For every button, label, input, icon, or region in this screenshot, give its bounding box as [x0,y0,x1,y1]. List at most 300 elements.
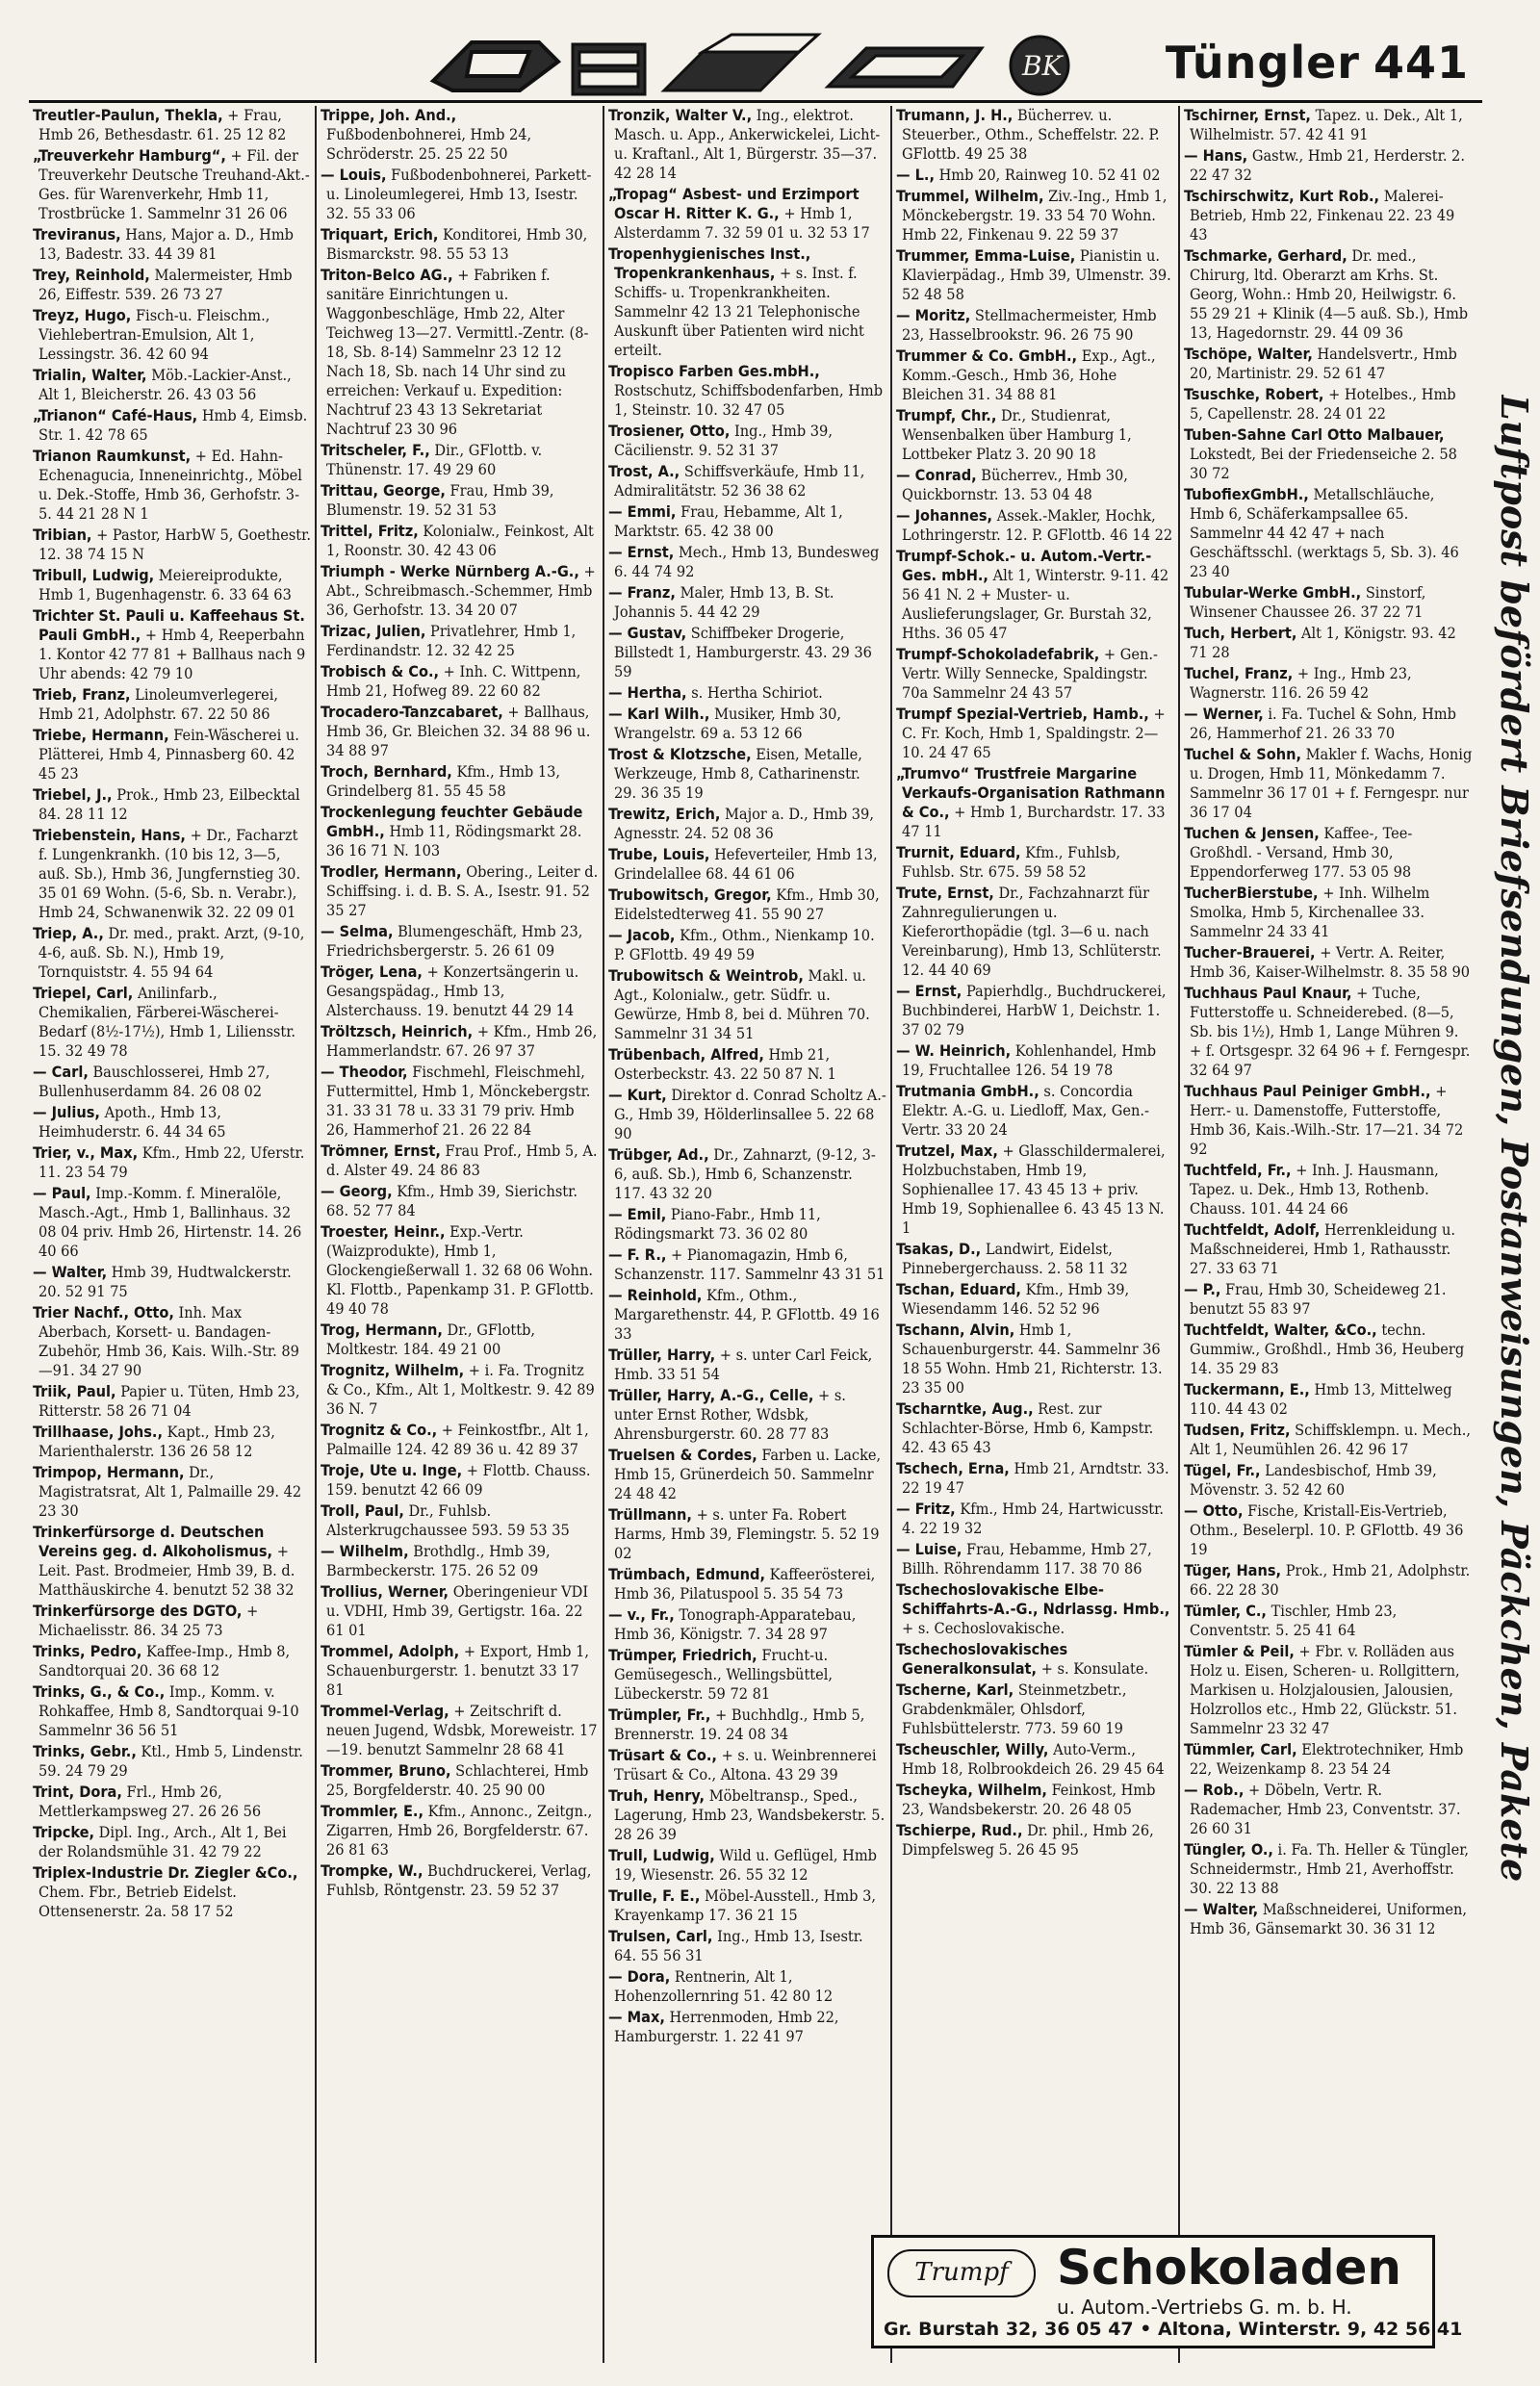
entry-details: Maler, Hmb 13, B. St. Johannis 5. 44 42 29 [614,583,834,621]
directory-entry [892,764,1178,841]
directory-entry [604,1646,890,1704]
entry-name: Trumpf-Schokoladefabrik, [896,645,1100,663]
entry-name: Trobisch & Co., [321,662,440,680]
directory-entry [29,826,315,922]
directory-entry [317,1802,603,1860]
entry-details: Kohlenhandel, Hmb 19, Fruchtallee 126. 54 19 78 [902,1041,1157,1079]
directory-entry [317,1222,603,1319]
page-title [1166,37,1469,89]
directory-entry [604,1746,890,1784]
directory-entry [317,441,603,479]
entry-name: Trewitz, Erich, [608,805,721,823]
entry-details: + Dr., Facharzt f. Lungenkrankh. (10 bis 12, 3—5, auß. Sb.), Hmb 36, Jungfernstieg 30. 35 01 69 Wohn. (5-6, Sb. n. Verabr.), Hmb 24, Schwanenwik 32. 22 09 01 [38,826,301,921]
directory-entry [892,1399,1178,1457]
directory-entry [317,1501,603,1540]
directory-entry [892,506,1178,545]
directory-entry [29,1742,315,1781]
directory-entry [892,1321,1178,1398]
entry-name: Trulsen, Carl, [608,1927,713,1945]
directory-entry [892,1580,1178,1638]
entry-details: Möb.-Lackier-Anst., Alt 1, Bleicherstr. 26. 43 03 56 [38,366,292,403]
entry-name: — Carl, [33,1063,89,1081]
entry-details: + Inh. Wilhelm Smolka, Hmb 5, Kirchenallee 33. Sammelnr 24 33 41 [1190,884,1430,940]
entry-name: Trommler, E., [321,1802,424,1820]
entry-details: s. Concordia Elektr. A.-G. u. Liedloff, Max, Gen.-Vertr. 33 20 24 [902,1082,1149,1139]
entry-name: — Werner, [1184,705,1264,723]
entry-details: Rostschutz, Schiffsbodenfarben, Hmb 1, Steinstr. 10. 32 47 05 [614,381,884,419]
entry-name: Triik, Paul, [33,1382,116,1400]
entry-name: Tschechoslovakische Elbe-Schiffahrts-A.-G., Ndrlassg. Hmb., [896,1580,1170,1618]
entry-details: Kapt., Hmb 23, Marienthalerstr. 136 26 58 12 [38,1423,275,1460]
entry-name: Trommer, Bruno, [321,1761,451,1780]
entry-details: Dr., Zahnarzt, (9-12, 3-6, auß. Sb.), Hmb 6, Schanzenstr. 117. 43 32 20 [614,1145,876,1202]
entry-details: Kolonialw., Feinkost, Alt 1, Roonstr. 30. 42 43 06 [326,522,594,559]
directory-entry [892,982,1178,1039]
entry-name: Trulle, F. E., [608,1886,701,1905]
entry-name: Tripcke, [33,1823,95,1841]
entry-name: Trüllmann, [608,1505,692,1524]
entry-details: Blumengeschäft, Hmb 23, Friedrichsbergerstr. 5. 26 61 09 [326,922,583,960]
directory-entry [604,1245,890,1284]
directory-entry [604,2008,890,2046]
directory-entry [29,924,315,982]
directory-entry [1180,187,1476,244]
directory-entry [604,422,890,460]
entry-name: Tüger, Hans, [1184,1561,1282,1579]
column-3 [603,106,890,2363]
directory-entry [892,1540,1178,1578]
entry-name: Triton-Belco AG., [321,266,453,284]
directory-entry [29,1863,315,1921]
entry-name: Trinks, Pedro, [33,1642,142,1660]
entry-name: Tudsen, Fritz, [1184,1421,1291,1439]
entry-name: Trier Nachf., Otto, [33,1303,174,1321]
directory-entry [604,1145,890,1203]
entry-details: + Pastor, HarbW 5, Goethestr. 12. 38 74 15 N [38,526,311,563]
entry-details: Chem. Fbr., Betrieb Eidelst. Ottensenerstr. 2a. 58 17 52 [38,1883,237,1920]
entry-details: Fische, Kristall-Eis-Vertrieb, Othm., Beselerpl. 10. P. GFlottb. 49 36 19 [1190,1501,1464,1558]
directory-entry [29,1602,315,1640]
directory-entry [317,1702,603,1759]
directory-entry [1180,1161,1476,1219]
entry-name: Trumpf Spezial-Vertrieb, Hamb., [896,705,1149,723]
entry-details: Möbel-Ausstell., Hmb 3, Krayenkamp 17. 36 21 15 [614,1886,876,1924]
entry-name: Triep, A., [33,924,104,942]
entry-name: Tsuschke, Robert, [1184,385,1324,403]
entry-name: Trummel, Wilhelm, [896,187,1044,205]
directory-entry [317,1861,603,1900]
entry-details: Farben u. Lacke, Hmb 15, Grünerdeich 50. Sammelnr 24 48 42 [614,1446,882,1502]
entry-name: Tuchel, Franz, [1184,664,1294,682]
directory-entry [317,166,603,223]
entry-details: + s. u. Weinbrennerei Trüsart & Co., Altona. 43 29 39 [614,1746,877,1783]
entry-details: i. Fa. Tuchel & Sohn, Hmb 26, Hammerhof 21. 26 33 70 [1190,705,1456,742]
entry-name: Trosiener, Otto, [608,422,731,440]
entry-details: Dir., GFlottb. v. Thünenstr. 17. 49 29 60 [326,441,543,478]
entry-name: Tronzik, Walter V., [608,106,753,124]
directory-entry [892,346,1178,404]
entry-name: — Louis, [321,166,387,184]
entry-name: Trommel-Verlag, [321,1702,449,1720]
directory-entry [29,1184,315,1261]
entry-details: + Tuche, Futterstoffe u. Schneiderebed. (8—5, Sb. bis 1½), Hmb 1, Lange Mühren 9. + f. Ortsgespr. 32 64 96 + f. Ferngespr. 32 64 97 [1190,984,1471,1079]
directory-entry [892,645,1178,703]
entry-details: Frau Prof., Hmb 5, A. d. Alster 49. 24 86 83 [326,1142,598,1179]
entry-name: — Ernst, [608,543,675,561]
directory-entry [892,1142,1178,1238]
entry-details: + Buchhdlg., Hmb 5, Brennerstr. 19. 24 08 34 [614,1706,865,1743]
directory-entry [29,1642,315,1680]
entry-details: Pianistin u. Klavierpädag., Hmb 39, Ulmenstr. 39. 52 48 58 [902,246,1171,303]
entry-name: Tuchtfeldt, Adolf, [1184,1220,1321,1239]
entry-details: Dr. phil., Hmb 26, Dimpfelsweg 5. 26 45 95 [902,1821,1154,1859]
directory-entry [29,1063,315,1101]
entry-name: — Jacob, [608,926,676,944]
entry-name: Treyz, Hugo, [33,306,132,324]
directory-entry [29,225,315,264]
entry-details: Meiereiprodukte, Hmb 1, Bugenhagenstr. 6. 33 64 63 [38,566,292,603]
entry-details: + Hmb 4, Reeperbahn 1. Kontor 42 77 81 + Ballhaus nach 9 Uhr abends: 42 79 10 [38,626,306,682]
directory-entry [1180,246,1476,343]
directory-entry [317,522,603,560]
entry-details: Schiffsklempn. u. Mech., Alt 1, Neumühlen 26. 42 96 17 [1190,1421,1471,1458]
entry-name: Tügel, Fr., [1184,1461,1261,1479]
entry-details: Malermeister, Hmb 26, Eiffestr. 539. 26 73 27 [38,266,293,303]
entry-details: Kaffeerösterei, Hmb 36, Pilatuspool 5. 35 54 73 [614,1565,876,1603]
directory-entry [1180,385,1476,423]
entry-details: s. Hertha Schiriot. [691,683,823,702]
directory-entry [317,1582,603,1640]
entry-details: + Flottb. Chauss. 159. benutzt 42 66 09 [326,1461,591,1499]
entry-name: — Max, [608,2008,665,2026]
directory-entry [604,1967,890,2006]
entry-name: Tropenhygienisches Inst., Tropenkrankenhaus, [608,244,811,282]
entry-details: Frau, Hmb 30, Scheideweg 21. benutzt 55 83 97 [1190,1280,1447,1318]
directory-entry [1180,824,1476,882]
entry-details: Bücherrev., Hmb 30, Quickbornstr. 13. 53 04 48 [902,466,1128,503]
entry-name: Trizac, Julien, [321,622,426,640]
entry-details: Dr., Fachzahnarzt für Zahnregulierungen u. Kieferorthopädie (tgl. 3—6 u. nach Vereinbarung), Hmb 13, Schlüterstr. 12. 44 40 69 [902,884,1162,979]
entry-name: Trumpf-Schok.- u. Autom.-Vertr.-Ges. mbH., [896,547,1152,584]
entry-details: i. Fa. Th. Heller & Tüngler, Schneidermstr., Hmb 21, Averhoffstr. 30. 22 13 88 [1190,1840,1470,1897]
directory-entry [604,1045,890,1084]
entry-name: Trinkerfürsorge d. Deutschen Vereins geg. d. Alkoholismus, [33,1523,273,1560]
entry-name: Triebe, Hermann, [33,726,169,744]
directory-entry [604,805,890,843]
entry-details: Privatlehrer, Hmb 1, Ferdinandstr. 12. 32 42 25 [326,622,577,659]
entry-name: Tümler, C., [1184,1602,1267,1620]
entry-name: Tuchel & Sohn, [1184,745,1301,763]
directory-entry [892,1781,1178,1819]
entry-name: — Hertha, [608,683,687,702]
entry-name: — Walter, [1184,1900,1259,1918]
entry-name: — Hans, [1184,146,1248,165]
entry-name: TubofiexGmbH., [1184,485,1309,503]
ad-address: Gr. Burstah 32, 36 05 47 • Altona, Winterstr. 9, 42 56 41 [884,2319,1463,2340]
directory-entry [317,962,603,1020]
entry-details: Imp.-Komm. f. Mineralöle, Masch.-Agt., Hmb 1, Ballinhaus. 32 08 04 priv. Hmb 26, Hirtenstr. 14. 26 40 66 [38,1184,302,1260]
entry-details: Alt 1, Königstr. 93. 42 71 28 [1190,624,1456,661]
entry-details: + Abt., Schreibmasch.-Schemmer, Hmb 36, Gerhofstr. 13. 34 20 07 [326,562,596,619]
entry-name: Trurnit, Eduard, [896,843,1021,861]
entry-name: Triebel, J., [33,785,113,804]
entry-details: + Glasschildermalerei, Holzbuchstaben, Hmb 19, Sophienallee 17. 43 45 13 + priv. Hmb 19, Sophienallee 6. 43 45 13 N. 1 [902,1142,1166,1237]
directory-entry [892,1680,1178,1738]
entry-name: Tüngler, O., [1184,1840,1273,1859]
entry-details: Dipl. Ing., Arch., Alt 1, Bei der Rolandsmühle 31. 42 79 22 [38,1823,287,1860]
entry-name: — Walter, [33,1263,108,1281]
entry-details: Eisen, Metalle, Werkzeuge, Hmb 8, Catharinenstr. 29. 36 35 19 [614,745,862,802]
directory-entry [1180,345,1476,383]
entry-details: Makler f. Wachs, Honig u. Drogen, Hmb 11, Mönkedamm 7. Sammelnr 36 17 01 + f. Ferngespr. nur 36 17 04 [1190,745,1473,821]
directory-entry [604,885,890,924]
entry-details: Landwirt, Eidelst, Pinnebergerchauss. 2. 58 11 32 [902,1240,1128,1277]
entry-details: Musiker, Hmb 30, Wrangelstr. 69 a. 53 12 66 [614,705,841,742]
cigarette-case-icon [664,35,818,90]
directory-entry [604,106,890,183]
entry-name: Troll, Paul, [321,1501,404,1520]
directory-entry [604,185,890,243]
directory-entry [604,1846,890,1885]
directory-entry [892,187,1178,244]
entry-details: Kfm., Annonc., Zeitgn., Zigarren, Hmb 26, Borgfelderstr. 67. 26 81 63 [326,1802,593,1859]
entry-details: Hmb 4, Eimsb. Str. 1. 42 78 65 [38,406,308,444]
entry-name: Trialin, Walter, [33,366,147,384]
directory-entry [317,703,603,760]
entry-name: — Paul, [33,1184,91,1202]
directory-entry [1180,1380,1476,1419]
directory-entry [892,1459,1178,1498]
directory-entry [604,1605,890,1644]
column-1 [29,106,315,2363]
column-4 [890,106,1178,2363]
entry-details: + Konzertsängerin u. Gesangspädag., Hmb 13, Alsterchauss. 19. benutzt 44 29 14 [326,962,579,1019]
directory-entry [317,803,603,860]
entry-name: Trommel, Adolph, [321,1642,460,1660]
entry-details: Ing., Hmb 39, Cäcilienstr. 9. 52 31 37 [614,422,833,459]
directory-entry [29,1523,315,1600]
entry-details: + Ballhaus, Hmb 36, Gr. Bleichen 32. 34 88 96 u. 34 88 97 [326,703,591,759]
directory-entry [604,1446,890,1503]
entry-details: Kfm., Hmb 30, Eidelstedterweg 41. 55 90 27 [614,885,880,923]
entry-name: Tröger, Lena, [321,962,423,981]
entry-details: Feinkost, Hmb 23, Wandsbekerstr. 20. 26 48 05 [902,1781,1156,1818]
entry-details: Dr., GFlottb, Moltkestr. 184. 49 21 00 [326,1321,536,1358]
entry-name: — P., [1184,1280,1221,1298]
entry-name: Tümler & Peil, [1184,1642,1295,1660]
entry-name: Trocadero-Tanzcabaret, [321,703,503,721]
entry-details: Elektrotechniker, Hmb 22, Weizenkamp 8. 23 54 24 [1190,1740,1464,1778]
entry-details: Kfm., Fuhlsb, Fuhlsb. Str. 675. 59 58 52 [902,843,1121,881]
directory-entry [604,362,890,420]
trunk-icon [828,48,982,87]
entry-name: Trollius, Werner, [321,1582,449,1601]
entry-name: Treutler-Paulun, Thekla, [33,106,223,124]
directory-entry [604,462,890,500]
entry-details: Ktl., Hmb 5, Lindenstr. 59. 24 79 29 [38,1742,303,1780]
directory-entry [29,1783,315,1821]
entry-details: + s. Inst. f. Schiffs- u. Tropenkrankheiten. Sammelnr 42 13 21 Telephonische Auskunft über Patienten wird nicht erteilt. [614,264,864,359]
entry-details: Rest. zur Schlachter-Börse, Hmb 6, Kampstr. 42. 43 65 43 [902,1399,1154,1456]
entry-name: Trost, A., [608,462,680,480]
entry-name: — Karl Wilh., [608,705,710,723]
entry-name: Trint, Dora, [33,1783,122,1801]
directory-entry [604,705,890,743]
directory-entry [892,466,1178,504]
entry-details: + s. unter Carl Feick, Hmb. 33 51 54 [614,1346,873,1383]
directory-entry [317,1142,603,1180]
directory-entry [892,306,1178,345]
entry-details: Apoth., Hmb 13, Heimhuderstr. 6. 44 34 65 [38,1103,226,1141]
entry-name: Tschierpe, Rud., [896,1821,1023,1839]
entry-name: — Franz, [608,583,676,602]
entry-name: — Rob., [1184,1781,1245,1799]
entry-name: — Kurt, [608,1086,667,1104]
entry-details: Dr., Fuhlsb. Alsterkrugchaussee 593. 59 53 35 [326,1501,570,1539]
entry-details: Bauschlosserei, Hmb 27, Bullenhuserdamm 84. 26 08 02 [38,1063,270,1100]
entry-name: Tuchtfeldt, Walter, &Co., [1184,1321,1377,1339]
directory-entry [1180,664,1476,703]
directory-entry [29,1823,315,1861]
entry-name: — Conrad, [896,466,977,484]
directory-entry [604,244,890,360]
directory-entry [1180,705,1476,743]
directory-entry [1180,1321,1476,1378]
entry-name: Trübenbach, Alfred, [608,1045,764,1064]
entry-details: Tapez. u. Dek., Alt 1, Wilhelmistr. 57. 42 41 91 [1190,106,1463,143]
entry-details: Exp.-Vertr. (Waizprodukte), Hmb 1, Glockengießerwall 1. 32 68 06 Wohn. Kl. Flottb., Papenkamp 31. P. GFlottb. 49 40 78 [326,1222,594,1318]
directory-entry [317,106,603,164]
entry-details: Hmb 11, Rödingsmarkt 28. 36 16 71 N. 103 [326,822,582,859]
entry-details: Fisch-u. Fleischm., Viehlebertran-Emulsion, Alt 1, Lessingstr. 36. 42 60 94 [38,306,270,363]
directory-entry [604,1927,890,1965]
directory-entry [604,1386,890,1444]
directory-entry [29,526,315,564]
directory-entry [29,406,315,445]
entry-name: Trieb, Franz, [33,685,131,704]
entry-details: Frau, Hebamme, Hmb 27, Billh. Röhrendamm 117. 38 70 86 [902,1540,1152,1578]
entry-details: Papierhdlg., Buchdruckerei, Buchbinderei, HarbW 1, Deichstr. 1. 37 02 79 [902,982,1167,1039]
entry-name: Troch, Bernhard, [321,762,452,781]
entry-details: Ziv.-Ing., Hmb 1, Mönckebergstr. 19. 33 54 70 Wohn. Hmb 22, Finkenau 9. 22 59 37 [902,187,1168,244]
directory-entry [604,502,890,541]
entry-name: — Wilhelm, [321,1542,409,1560]
banner-illustration [414,23,1107,106]
entry-details: Maßschneiderei, Uniformen, Hmb 36, Gänsemarkt 30. 36 31 12 [1190,1900,1468,1937]
directory-entry [29,1682,315,1740]
entry-name: Tscheuschler, Willy, [896,1740,1049,1758]
entry-name: — Otto, [1184,1501,1244,1520]
entry-details: + Kfm., Hmb 26, Hammerlandstr. 67. 26 97 37 [326,1022,598,1060]
directory-entry [1180,1501,1476,1559]
entry-details: Wild u. Geflügel, Hmb 19, Wiesenstr. 26. 55 32 12 [614,1846,877,1884]
entry-name: Tschechoslovakisches Generalkonsulat, [896,1640,1068,1678]
directory-entry [29,1263,315,1301]
directory-entry [29,685,315,724]
entry-name: — Gustav, [608,624,687,642]
entry-details: Obering., Leiter d. Schiffsing. i. d. B. S. A., Isestr. 91. 52 35 27 [326,862,599,919]
entry-details: Kfm., Hmb 39, Sierichstr. 68. 52 77 84 [326,1182,578,1219]
directory-entry [317,762,603,801]
entry-name: Trummer & Co. GmbH., [896,346,1078,365]
entry-details: Kfm., Othm., Margarethenstr. 44, P. GFlottb. 49 16 33 [614,1286,880,1343]
entry-name: Tropisco Farben Ges.mbH., [608,362,820,380]
entry-name: Tribull, Ludwig, [33,566,155,584]
entry-details: Lokstedt, Bei der Friedenseiche 2. 58 30 72 [1190,445,1457,482]
entry-details: + Inh. J. Hausmann, Tapez. u. Dek., Hmb 13, Rothenb. Chauss. 101. 44 24 66 [1190,1161,1439,1218]
entry-details: Buchdruckerei, Verlag, Fuhlsb, Röntgenstr. 23. 59 52 37 [326,1861,592,1899]
directory-entry [604,683,890,703]
directory-entry [1180,884,1476,941]
entry-details: Direktor d. Conrad Scholtz A.-G., Hmb 39, Hölderlinsallee 5. 22 68 90 [614,1086,886,1142]
pen-nib-icon [433,42,558,90]
entry-details: Frl., Hmb 26, Mettlerkampsweg 27. 26 26 56 [38,1783,262,1820]
entry-name: Triepel, Carl, [33,984,134,1002]
entry-name: — Emil, [608,1205,667,1223]
directory-entry [29,606,315,683]
page-number: 441 [1373,37,1469,89]
entry-details: Stellmachermeister, Hmb 23, Hasselbrookstr. 96. 26 75 90 [902,306,1157,344]
entry-name: Treviranus, [33,225,121,244]
entry-details: Hmb 20, Rainweg 10. 52 41 02 [938,166,1161,184]
entry-name: — Georg, [321,1182,393,1200]
entry-name: Trodler, Hermann, [321,862,462,881]
bk-emblem-icon [1011,37,1068,94]
entry-details: Kfm., Othm., Nienkamp 10. P. GFlottb. 49 49 59 [614,926,875,963]
entry-details: Möbeltransp., Sped., Lagerung, Hmb 23, Wandsbekerstr. 5. 28 26 39 [614,1786,886,1843]
entry-details: Oberingenieur VDI u. VDHI, Hmb 39, Gertigstr. 16a. 22 61 01 [326,1582,589,1639]
directory-entry [1180,1642,1476,1738]
column-5 [1178,106,1476,2363]
entry-name: — W. Heinrich, [896,1041,1012,1060]
entry-details: Hmb 13, Mittelweg 110. 44 43 02 [1190,1380,1452,1418]
entry-name: Tuben-Sahne Carl Otto Malbauer, [1184,425,1445,444]
entry-details: Exp., Agt., Komm.-Gesch., Hmb 36, Hohe Bleichen 31. 34 88 81 [902,346,1156,403]
entry-details: + Döbeln, Vertr. R. Rademacher, Hmb 23, Conventstr. 37. 26 60 31 [1190,1781,1461,1837]
directory-entry [892,547,1178,643]
column-2 [315,106,603,2363]
entry-details: Tischler, Hmb 23, Conventstr. 5. 25 41 64 [1190,1602,1398,1639]
entry-details: Schlachterei, Hmb 25, Borgfelderstr. 40. 25 90 00 [326,1761,589,1799]
entry-name: Trutmania GmbH., [896,1082,1040,1100]
entry-name: Trutzel, Max, [896,1142,998,1160]
entry-details: Kfm., Hmb 39, Wiesendamm 146. 52 52 96 [902,1280,1130,1318]
directory-entry [1180,1781,1476,1838]
entry-details: + Gen.-Vertr. Willy Sennecke, Spaldingstr. 70a Sammelnr 24 43 57 [902,645,1158,702]
entry-name: Tuchen & Jensen, [1184,824,1320,842]
entry-details: techn. Gummiw., Großhdl., Hmb 36, Heuberg 14. 35 29 83 [1190,1321,1465,1377]
entry-name: Tümmler, Carl, [1184,1740,1297,1758]
entry-name: — L., [896,166,935,184]
entry-name: Trichter St. Pauli u. Kaffeehaus St. Pauli GmbH., [33,606,305,644]
entry-details: Ing., elektrot. Masch. u. App., Ankerwickelei, Licht- u. Kraftanl., Alt 1, Bürgerstr. 35—37. 42 28 14 [614,106,881,182]
directory-entry [1180,1602,1476,1640]
directory-entry [317,225,603,264]
directory-entry [1180,1220,1476,1278]
entry-details: Alt 1, Winterstr. 9-11. 42 56 41 N. 2 + Muster- u. Auslieferungslager, Gr. Burstah 32, Hths. 36 05 47 [902,566,1169,642]
entry-details: + s. Konsulate. [1040,1659,1149,1678]
entry-details: + Leit. Past. Brodmeier, Hmb 39, B. d. Matthäuskirche 4. benutzt 52 38 32 [38,1542,295,1599]
entry-details: Sinstorf, Winsener Chaussee 26. 37 22 71 [1190,583,1426,621]
entry-name: „Treuverkehr Hamburg“, [33,146,226,165]
directory-entry [892,1041,1178,1080]
entry-name: Trimpop, Hermann, [33,1463,185,1481]
directory-entry [604,1786,890,1844]
entry-details: Hmb 21, Osterbeckstr. 43. 22 50 87 N. 1 [614,1045,836,1083]
directory-entry [317,1321,603,1359]
directory-entry [604,845,890,884]
directory-entry [1180,146,1476,185]
